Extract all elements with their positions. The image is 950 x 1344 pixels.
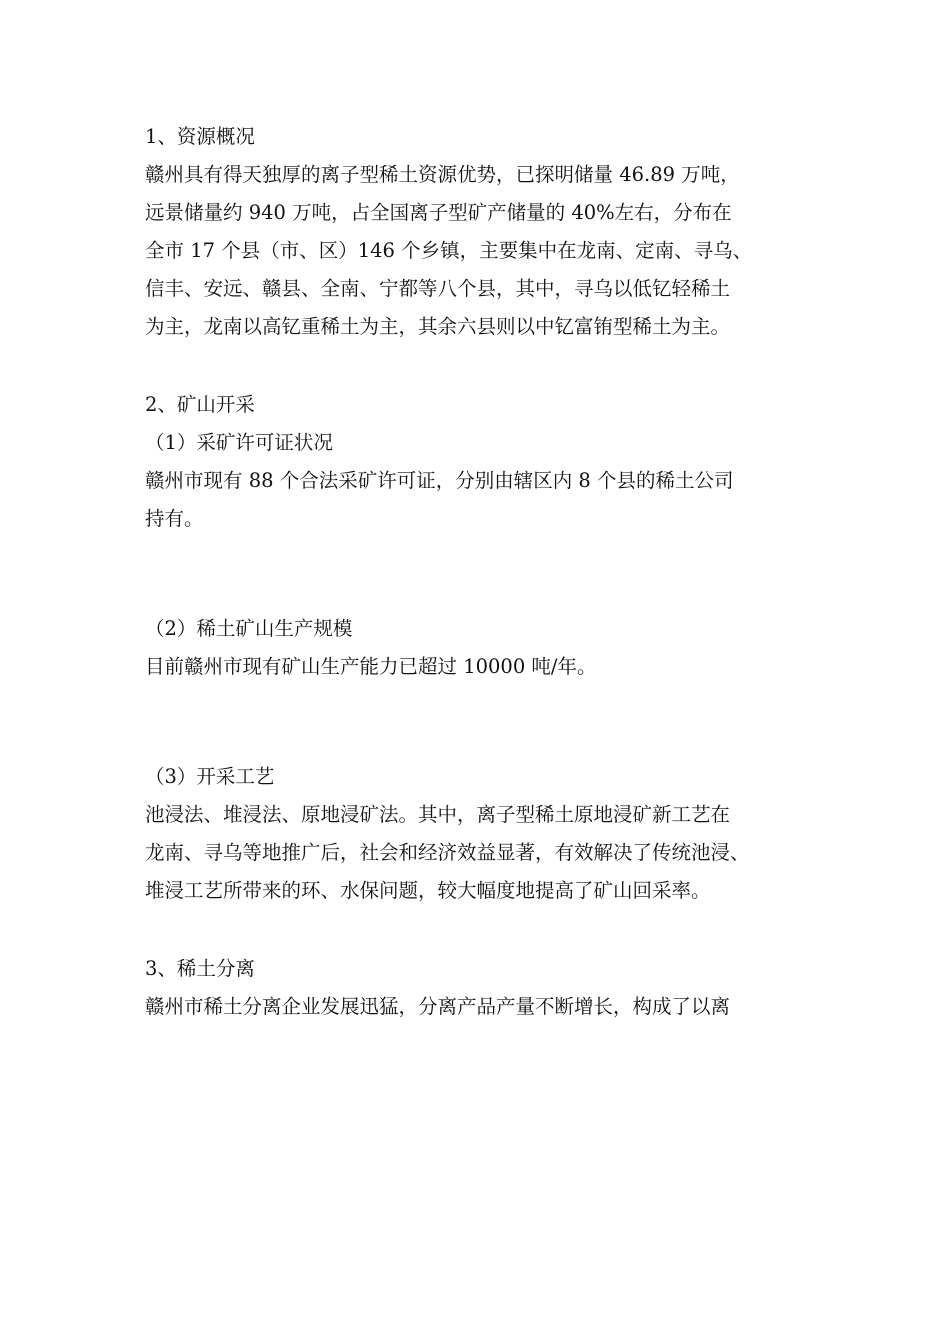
- section-heading-mining: 2、矿山开采: [145, 393, 255, 416]
- document-body: [145, 118, 810, 1026]
- paragraph-line: 龙南、寻乌等地推广后，社会和经济效益显著，有效解决了传统池浸、: [145, 841, 750, 864]
- paragraph-line: 目前赣州市现有矿山生产能力已超过 10000 吨/年。: [145, 655, 597, 678]
- section-heading-resources: 1、资源概况: [145, 125, 255, 148]
- paragraph-line: 堆浸工艺所带来的环、水保问题，较大幅度地提高了矿山回采率。: [145, 879, 711, 902]
- paragraph-line: 池浸法、堆浸法、原地浸矿法。其中，离子型稀土原地浸矿新工艺在: [145, 803, 731, 826]
- paragraph-spacer: [145, 538, 810, 610]
- paragraph-line: 持有。: [145, 507, 204, 530]
- subsection-heading-mining-process: （3）开采工艺: [145, 765, 275, 788]
- paragraph-line: 信丰、安远、赣县、全南、宁都等八个县，其中，寻乌以低钇轻稀土: [145, 277, 731, 300]
- paragraph-spacer: [145, 686, 810, 758]
- paragraph-line: 赣州具有得天独厚的离子型稀土资源优势，已探明储量 46.89 万吨，: [145, 163, 740, 186]
- paragraph-spacer: [145, 910, 810, 950]
- paragraph-line: 赣州市稀土分离企业发展迅猛，分离产品产量不断增长，构成了以离: [145, 995, 731, 1018]
- subsection-heading-permits: （1）采矿许可证状况: [145, 431, 333, 454]
- section-heading-separation: 3、稀土分离: [145, 957, 255, 980]
- paragraph-line: 赣州市现有 88 个合法采矿许可证，分别由辖区内 8 个县的稀土公司: [145, 469, 734, 492]
- subsection-heading-production-scale: （2）稀土矿山生产规模: [145, 617, 353, 640]
- paragraph-line: 远景储量约 940 万吨，占全国离子型矿产储量的 40%左右，分布在: [145, 201, 732, 224]
- paragraph-line: 为主，龙南以高钇重稀土为主，其余六县则以中钇富铕型稀土为主。: [145, 315, 731, 338]
- paragraph-line: 全市 17 个县（市、区）146 个乡镇，主要集中在龙南、定南、寻乌、: [145, 239, 753, 262]
- paragraph-spacer: [145, 346, 810, 386]
